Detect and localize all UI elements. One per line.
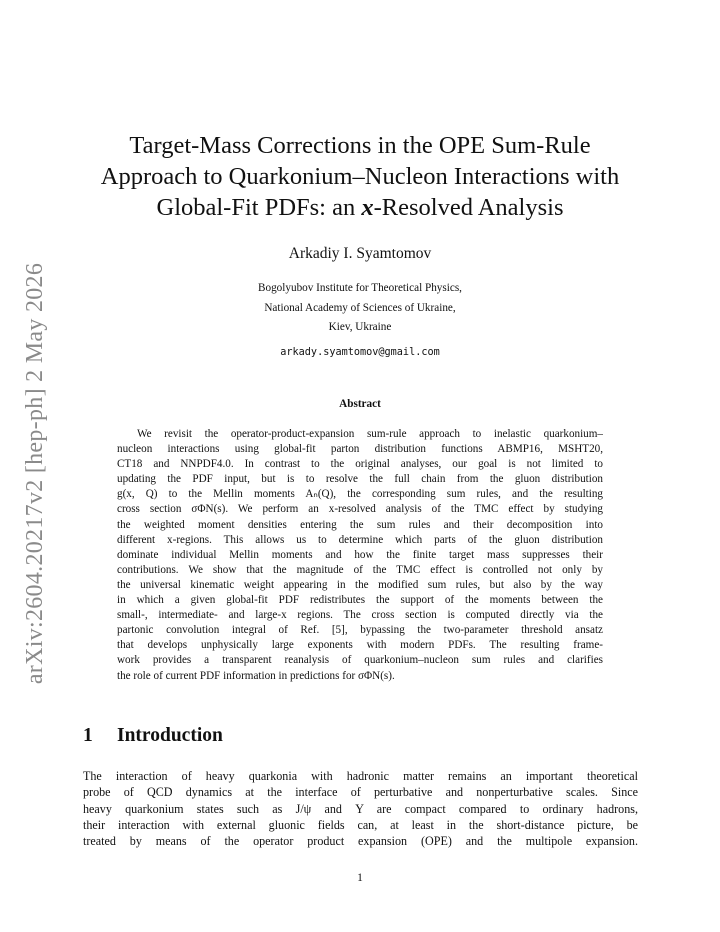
abstract-body: [117, 427, 603, 684]
title-line-1: Target-Mass Corrections in the OPE Sum-Rule: [129, 132, 591, 159]
affiliation: [0, 279, 720, 338]
abstract-line: different x-regions. This allows us to determine which parts of the gluon distribution: [117, 533, 603, 546]
abstract-line: the role of current PDF information in predictions for σΦN(s).: [117, 669, 395, 682]
abstract-line: the universal kinematic weight appearing in the modified sum rules, but also by the way: [117, 578, 603, 591]
title-line-3: [80, 192, 640, 223]
intro-line: treated by means of the operator product expansion (OPE) and the multipole expansion.: [83, 834, 638, 849]
abstract-line: small-, intermediate- and large-x regions. The cross section is computed directly via the: [117, 609, 603, 622]
intro-line: probe of QCD dynamics at the interface of perturbative and nonperturbative scales. Since: [83, 785, 638, 800]
title-x-variable: x: [361, 194, 374, 221]
author-email[interactable]: arkady.syamtomov@gmail.com: [280, 347, 440, 358]
abstract-line-with-citation: partonic convolution integral of Ref. [5], bypassing the two-parameter threshold ansatz: [117, 624, 603, 637]
arxiv-stamp-text: arXiv:2604.20217v2 [hep-ph] 2 May 2026: [22, 262, 49, 684]
paper-title: [80, 130, 640, 223]
affiliation-line: Bogolyubov Institute for Theoretical Physics,: [258, 282, 462, 294]
abstract-line: in which a given global-fit PDF redistributes the support of the moments between the: [117, 594, 603, 607]
intro-paragraph: [83, 768, 638, 849]
abstract-line: nucleon interactions using global-fit parton distribution functions ABMP16, MSHT20,: [117, 443, 603, 456]
abstract-heading: Abstract: [339, 398, 381, 410]
intro-line: The interaction of heavy quarkonia with hadronic matter remains an important theoretical: [83, 769, 638, 783]
affiliation-line: Kiev, Ukraine: [328, 321, 392, 333]
abstract-line: contributions. We show that the magnitude of the TMC effect is controlled not only by: [117, 563, 603, 576]
abstract-line: g(x, Q) to the Mellin moments Aₙ(Q), the corresponding sum rules, and the resulting: [117, 488, 603, 501]
section-title: Introduction: [117, 725, 223, 746]
section-heading: [83, 725, 223, 747]
abstract-line: updating the PDF input, but is to resolve the full chain from the gluon distribution: [117, 473, 603, 486]
title-line-3-pre: Global-Fit PDFs: an: [156, 194, 362, 221]
abstract-line: work provides a transparent reanalysis of quarkonium–nucleon sum rules and clarifies: [117, 654, 603, 667]
intro-line: their interaction with external gluonic fields can, at least in the short-distance picture, be: [83, 817, 638, 832]
abstract-line: that develops unphysically large exponents with modern PDFs. The resulting frame-: [117, 639, 603, 652]
section-number: 1: [83, 725, 93, 746]
page-number: 1: [357, 872, 363, 884]
abstract-line: the weighted moment densities entering the sum rules and their decomposition into: [117, 518, 603, 531]
title-line-2: Approach to Quarkonium–Nucleon Interactions with: [100, 163, 620, 190]
title-line-3-post: -Resolved Analysis: [373, 194, 564, 221]
abstract-line: cross section σΦN(s). We perform an x-resolved analysis of the TMC effect by studying: [117, 503, 603, 516]
abstract-line: We revisit the operator-product-expansion sum-rule approach to inelastic quarkonium–: [137, 428, 603, 440]
author-name: Arkadiy I. Syamtomov: [288, 245, 432, 262]
intro-line: heavy quarkonium states such as J/ψ and Υ are compact compared to ordinary hadrons,: [83, 801, 638, 816]
abstract-line: dominate individual Mellin moments and how the finite target mass suppresses their: [117, 548, 603, 561]
affiliation-line: National Academy of Sciences of Ukraine,: [264, 301, 456, 314]
abstract-line: CT18 and NNPDF4.0. In contrast to the original analyses, our goal is not limited to: [117, 458, 603, 471]
